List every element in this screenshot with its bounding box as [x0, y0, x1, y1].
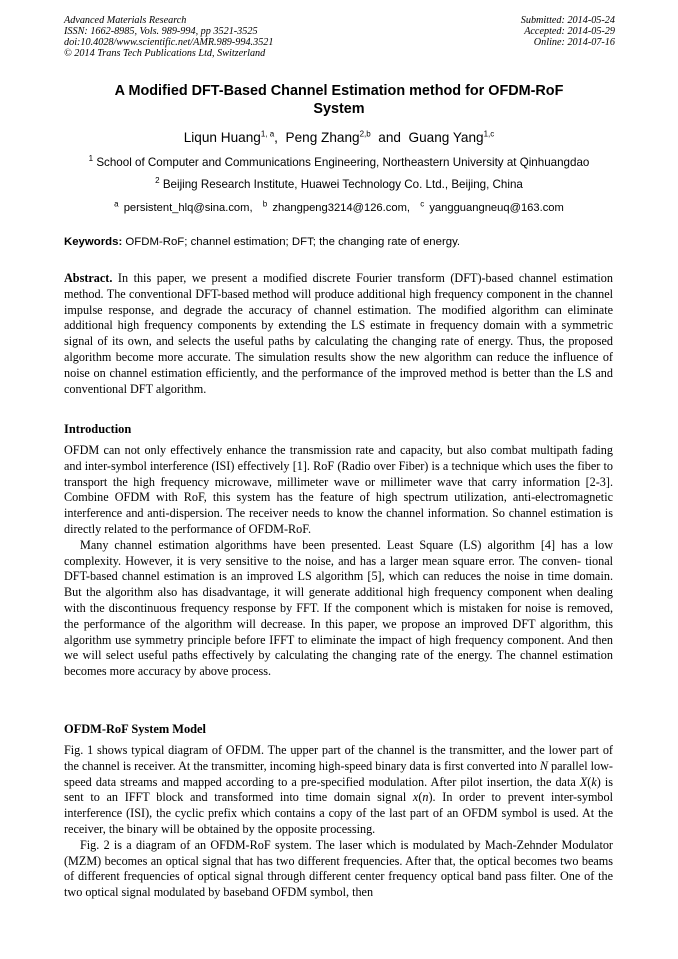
system-model-body — [64, 743, 613, 901]
affiliation-sup: 2 — [155, 176, 160, 186]
affiliation-1 — [64, 156, 614, 170]
paragraph: Many channel estimation algorithms have been presented. Least Square (LS) algorithm [4] has a low complexity. However, it is very sensitive to the noise, and has a larger mean square error. The conven- tional DFT-based channel estimation is an improved LS algorithm [5], which can reduces the noise in time domain. But the algorithm also has disadvantage, it will generate additional high frequency component when dealing with the discontinuous frequency response by FFT. If the component which is mistaken for noise is removed, the performance of the algorithm will decrease. In this paper, we propose an improved DFT algorithm, this algorithm use symmetry principle before IFFT to eliminate the impact of high frequency component. And then we will select useful paths effectively by calculating the changing rate of the energy. The channel estimation becomes more accuracy by above process. — [64, 537, 613, 679]
author-separator: and — [370, 130, 409, 145]
affiliation-text: Beijing Research Institute, Huawei Technology Co. Ltd., Beijing, China — [162, 178, 523, 191]
issn: ISSN: 1662-8985, Vols. 989-994, pp 3521-3525 — [64, 26, 258, 37]
email-link[interactable]: yangguangneuq@163.com — [429, 202, 564, 214]
journal-header — [64, 15, 273, 59]
email-list — [64, 201, 614, 215]
dates-header — [521, 15, 615, 48]
keywords-text: OFDM-RoF; channel estimation; DFT; the changing rate of energy. — [125, 236, 461, 248]
keywords — [64, 235, 614, 249]
author-name: Guang Yang — [408, 130, 484, 145]
introduction-body — [64, 443, 613, 680]
email-sup: b — [262, 199, 268, 209]
submitted-date: Submitted: 2014-05-24 — [520, 15, 615, 26]
online-date: Online: 2014-07-16 — [533, 37, 615, 48]
author-sup: 1, a — [260, 129, 275, 139]
section-heading-introduction: Introduction — [64, 422, 132, 436]
paragraph: Fig. 1 shows typical diagram of OFDM. The upper part of the channel is the transmitter, and the lower part of the channel is receiver. At the transmitter, incoming high-speed binary data is first converted into N parallel low-speed data streams and mapped according to a pre-specified modulation. After pilot insertion, the data X(k) is sent to an IFFT block and transformed into time domain signal x(n). In order to prevent inter-symbol interference (ISI), the cyclic prefix which contains a copy of the last part of an OFDM symbol is used. At the receiver, the binary will be obtained by the opposite processing. — [64, 743, 614, 836]
paragraph: Fig. 2 is a diagram of an OFDM-RoF system. The laser which is modulated by Mach-Zehnder Modulator (MZM) becomes an optical signal that has two different frequencies. After that, the optical becomes two beams of different frequencies of optical signal through different center frequency optical band pass filter. One of the two optical signal modulated by baseband OFDM symbol, then — [64, 837, 613, 900]
affiliation-text: School of Computer and Communications Engineering, Northeastern University at Qinhuangdao — [96, 156, 590, 169]
author-sup: 2,b — [359, 129, 371, 139]
keywords-label: Keywords: — [64, 236, 123, 248]
affiliation-2 — [64, 178, 614, 192]
author-separator: , — [274, 130, 286, 145]
email-link[interactable]: persistent_hlq@sina.com, — [123, 202, 253, 214]
journal-name: Advanced Materials Research — [64, 15, 187, 26]
affiliation-sup: 1 — [88, 154, 94, 164]
email-sup: c — [420, 199, 425, 209]
abstract — [64, 271, 613, 397]
title-line-1: A Modified DFT-Based Channel Estimation method for OFDM-RoF — [114, 83, 564, 99]
accepted-date: Accepted: 2014-05-29 — [524, 26, 615, 37]
paragraph: OFDM can not only effectively enhance the transmission rate and capacity, but also combat multipath fading and inter-symbol interference (ISI) effectively [1]. RoF (Radio over Fiber) is a technique which uses the fiber to transport the high frequency microwave, millimeter wave or millimeter wave that carry information [2-3]. Combine OFDM with RoF, this system has the feature of high spectrum utilization, anti-electromagnetic interference and anti-dispersion. The receiver needs to know the channel information. So channel estimation is directly related to the performance of OFDM-RoF. — [64, 443, 613, 536]
email-link[interactable]: zhangpeng3214@126.com, — [272, 202, 410, 214]
email-sup: a — [114, 199, 119, 209]
paper-title — [64, 82, 614, 118]
abstract-text: In this paper, we present a modified discrete Fourier transform (DFT)-based channel estimation method. The conventional DFT-based method will produce additional high frequency component in the channel impulse response, and degrade the accuracy of channel estimation. The modified algorithm can eliminate additional high frequency components by extending the LS estimate in frequency domain with a symmetric signal of its own, and selects the useful paths by calculating the changing rate of energy. Thus, the proposed algorithm become more accurate. The simulation results show the new algorithm can reduce the influence of noise on channel estimation efficiently, and the performance of the improved method is better than the LS and conventional DFT algorithm. — [64, 271, 613, 396]
author-list — [64, 130, 614, 146]
author-name: Peng Zhang — [285, 130, 360, 145]
doi[interactable]: doi:10.4028/www.scientific.net/AMR.989-994.3521 — [64, 37, 274, 48]
copyright: © 2014 Trans Tech Publications Ltd, Switzerland — [64, 48, 266, 59]
section-heading-system-model: OFDM-RoF System Model — [64, 722, 207, 736]
abstract-label: Abstract. — [64, 271, 113, 285]
author-sup: 1,c — [483, 129, 495, 139]
author-name: Liqun Huang — [183, 130, 261, 145]
title-line-2: System — [313, 101, 365, 117]
